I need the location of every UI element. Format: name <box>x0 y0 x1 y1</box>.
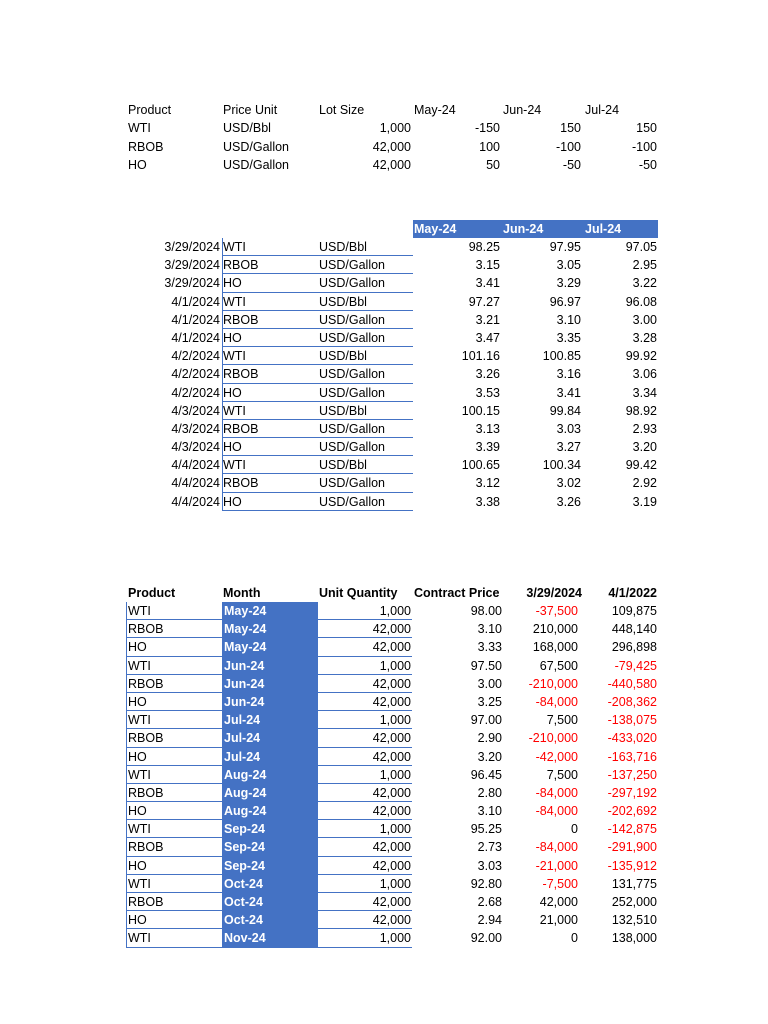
pnl-cell: -84,000 <box>535 785 578 800</box>
pnl-cell: Jul-24 <box>224 749 261 764</box>
pnl-cell: -135,912 <box>607 858 657 873</box>
prices-cell: 2.95 <box>632 258 657 273</box>
prices-cell: 3.22 <box>632 276 657 291</box>
prices-cell: RBOB <box>223 258 259 273</box>
pnl-cell: WTI <box>128 767 151 782</box>
prices-cell: 4/2/2024 <box>171 385 220 400</box>
prices-cell: 3.47 <box>475 330 500 345</box>
positions-header-cell: Product <box>128 103 172 117</box>
pnl-cell: 97.50 <box>470 658 502 673</box>
prices-cell: USD/Gallon <box>319 421 385 436</box>
pnl-row <box>0 838 768 856</box>
pnl-cell: 3.00 <box>477 676 502 691</box>
pnl-row <box>0 820 768 838</box>
pnl-row <box>0 748 768 766</box>
prices-cell: USD/Gallon <box>319 258 385 273</box>
prices-cell: 3.20 <box>632 440 657 455</box>
positions-cell: -100 <box>631 139 657 154</box>
pnl-cell: Jul-24 <box>224 731 261 746</box>
prices-cell: 3.29 <box>556 276 581 291</box>
pnl-cell: Aug-24 <box>224 767 267 782</box>
prices-cell: 4/4/2024 <box>171 458 220 473</box>
prices-row <box>0 238 768 256</box>
pnl-table <box>0 584 768 948</box>
prices-cell: 96.97 <box>549 294 581 309</box>
prices-cell: 3.06 <box>632 367 657 382</box>
prices-cell: 97.27 <box>468 294 500 309</box>
positions-cell: USD/Gallon <box>223 157 289 172</box>
prices-cell: 3.00 <box>632 312 657 327</box>
prices-cell: HO <box>223 494 242 509</box>
positions-cell: 150 <box>636 121 657 136</box>
pnl-row-left-border <box>126 602 127 620</box>
pnl-cell: WTI <box>128 931 151 946</box>
prices-cell: 3.38 <box>475 494 500 509</box>
pnl-header-cell: Contract Price <box>414 586 500 600</box>
pnl-cell: Aug-24 <box>224 785 267 800</box>
pnl-cell: HO <box>128 749 147 764</box>
pnl-cell: -142,875 <box>607 822 657 837</box>
positions-row <box>0 138 768 156</box>
prices-header-cell: May-24 <box>414 222 457 236</box>
pnl-cell: -84,000 <box>535 804 578 819</box>
prices-cell: 3.21 <box>475 312 500 327</box>
pnl-cell: HO <box>128 913 147 928</box>
pnl-cell: Sep-24 <box>224 840 265 855</box>
prices-cell: 96.08 <box>625 294 657 309</box>
pnl-cell: 96.45 <box>470 767 502 782</box>
prices-cell: 3.12 <box>475 476 500 491</box>
pnl-row-left-border <box>126 711 127 729</box>
prices-cell: 4/4/2024 <box>171 494 220 509</box>
pnl-cell: 2.68 <box>477 895 502 909</box>
prices-cell: 3.26 <box>556 494 581 509</box>
pnl-cell: -440,580 <box>607 676 657 691</box>
prices-cell: 99.42 <box>625 458 657 473</box>
pnl-cell: -163,716 <box>607 749 657 764</box>
pnl-cell: 1,000 <box>379 822 411 837</box>
pnl-cell: 132,510 <box>611 913 657 928</box>
pnl-cell: -291,900 <box>607 840 657 855</box>
pnl-header-cell: 4/1/2022 <box>608 586 657 600</box>
positions-header-cell: May-24 <box>414 103 456 117</box>
pnl-row-left-border <box>126 729 127 747</box>
pnl-cell: 448,140 <box>611 622 657 637</box>
pnl-cell: 3.10 <box>477 804 502 819</box>
prices-cell: RBOB <box>223 367 259 382</box>
prices-cell: 3.39 <box>475 440 500 455</box>
pnl-cell: 3.10 <box>477 622 502 637</box>
pnl-row <box>0 657 768 675</box>
pnl-row-left-border <box>126 802 127 820</box>
prices-header-row <box>0 220 768 238</box>
prices-cell: USD/Gallon <box>319 440 385 455</box>
pnl-cell: 3.33 <box>477 640 502 655</box>
prices-cell: USD/Gallon <box>319 476 385 491</box>
pnl-cell: 1,000 <box>379 658 411 673</box>
positions-header-row <box>0 101 768 119</box>
pnl-cell: HO <box>128 640 147 655</box>
pnl-row-left-border <box>126 638 127 656</box>
pnl-cell: -433,020 <box>607 731 657 746</box>
positions-cell: HO <box>128 157 147 172</box>
pnl-cell: Jul-24 <box>224 713 261 728</box>
pnl-cell: 210,000 <box>532 622 578 637</box>
pnl-cell: -84,000 <box>535 694 578 709</box>
prices-cell: 3.10 <box>556 312 581 327</box>
prices-cell: HO <box>223 385 242 400</box>
prices-cell: WTI <box>223 349 246 364</box>
pnl-row <box>0 893 768 911</box>
prices-cell: 3/29/2024 <box>164 258 220 273</box>
pnl-cell: Jun-24 <box>224 694 265 709</box>
pnl-cell: 92.00 <box>470 931 502 946</box>
pnl-cell: 168,000 <box>532 640 578 655</box>
pnl-cell: 2.90 <box>477 731 502 746</box>
pnl-cell: 3.20 <box>477 749 502 764</box>
positions-cell: 100 <box>479 139 500 154</box>
prices-cell: 98.92 <box>625 403 657 418</box>
positions-header-cell: Jul-24 <box>585 103 620 117</box>
prices-cell: 2.92 <box>632 476 657 491</box>
prices-cell: USD/Gallon <box>319 367 385 382</box>
pnl-row-left-border <box>126 929 127 947</box>
pnl-cell: 2.94 <box>477 913 502 928</box>
pnl-cell: Jun-24 <box>224 676 265 691</box>
pnl-cell: Sep-24 <box>224 822 265 837</box>
positions-row <box>0 119 768 137</box>
prices-cell: 99.92 <box>625 349 657 364</box>
prices-header-cell: Jun-24 <box>503 222 544 236</box>
prices-cell: USD/Gallon <box>319 312 385 327</box>
prices-cell: HO <box>223 440 242 455</box>
prices-row <box>0 365 768 383</box>
pnl-cell: Sep-24 <box>224 858 265 873</box>
pnl-header-cell: 3/29/2024 <box>526 586 582 600</box>
prices-cell: USD/Gallon <box>319 276 385 291</box>
pnl-cell: -202,692 <box>607 804 657 819</box>
positions-header-cell: Jun-24 <box>503 103 542 117</box>
pnl-cell: WTI <box>128 822 151 837</box>
prices-cell: WTI <box>223 240 246 254</box>
prices-cell: 4/2/2024 <box>171 367 220 382</box>
prices-cell: USD/Gallon <box>319 385 385 400</box>
pnl-cell: 138,000 <box>611 931 657 946</box>
pnl-row <box>0 857 768 875</box>
prices-cell: USD/Bbl <box>319 294 367 309</box>
pnl-cell: 42,000 <box>372 895 411 909</box>
pnl-cell: -208,362 <box>607 694 657 709</box>
prices-row <box>0 402 768 420</box>
prices-row <box>0 474 768 492</box>
pnl-cell: HO <box>128 804 147 819</box>
prices-cell: 4/4/2024 <box>171 476 220 491</box>
pnl-row <box>0 693 768 711</box>
positions-table <box>0 101 768 174</box>
pnl-row-left-border <box>126 620 127 638</box>
pnl-cell: 42,000 <box>372 622 411 637</box>
pnl-cell: May-24 <box>224 604 267 618</box>
positions-cell: WTI <box>128 121 151 136</box>
prices-cell: WTI <box>223 294 246 309</box>
prices-header-cell: Jul-24 <box>585 222 622 236</box>
prices-cell: 3.05 <box>556 258 581 273</box>
pnl-row <box>0 766 768 784</box>
pnl-cell: -7,500 <box>542 876 578 891</box>
pnl-row <box>0 602 768 620</box>
pnl-row <box>0 711 768 729</box>
pnl-row-left-border <box>126 766 127 784</box>
prices-cell: 100.85 <box>542 349 581 364</box>
pnl-cell: 42,000 <box>372 804 411 819</box>
pnl-cell: 92.80 <box>470 876 502 891</box>
prices-cell: RBOB <box>223 312 259 327</box>
prices-cell: 4/1/2024 <box>171 330 220 345</box>
prices-cell: 4/3/2024 <box>171 440 220 455</box>
prices-cell: 3.35 <box>556 330 581 345</box>
pnl-cell: RBOB <box>128 731 164 746</box>
prices-row <box>0 329 768 347</box>
pnl-cell: 95.25 <box>470 822 502 837</box>
prices-cell: 3.41 <box>475 276 500 291</box>
pnl-row-left-border <box>126 857 127 875</box>
positions-cell: USD/Gallon <box>223 139 289 154</box>
prices-cell: 4/2/2024 <box>171 349 220 364</box>
pnl-cell: -84,000 <box>535 840 578 855</box>
pnl-cell: May-24 <box>224 640 267 655</box>
prices-row <box>0 256 768 274</box>
pnl-cell: 42,000 <box>372 785 411 800</box>
pnl-cell: 131,775 <box>611 876 657 891</box>
pnl-row <box>0 675 768 693</box>
pnl-row-left-border <box>126 693 127 711</box>
prices-cell: 3.28 <box>632 330 657 345</box>
pnl-row <box>0 784 768 802</box>
prices-cell: 97.05 <box>625 240 657 254</box>
pnl-cell: 0 <box>571 822 578 837</box>
pnl-cell: 3.25 <box>477 694 502 709</box>
prices-cell: RBOB <box>223 476 259 491</box>
prices-row <box>0 347 768 365</box>
prices-cell: 3.15 <box>475 258 500 273</box>
pnl-cell: RBOB <box>128 622 164 637</box>
prices-row <box>0 311 768 329</box>
prices-cell: 101.16 <box>461 349 500 364</box>
pnl-cell: -79,425 <box>614 658 657 673</box>
pnl-cell: -37,500 <box>535 604 578 618</box>
prices-row <box>0 384 768 402</box>
prices-cell: WTI <box>223 458 246 473</box>
pnl-cell: Oct-24 <box>224 895 263 909</box>
pnl-cell: Oct-24 <box>224 876 263 891</box>
pnl-cell: -297,192 <box>607 785 657 800</box>
prices-cell: 3.13 <box>475 421 500 436</box>
pnl-cell: RBOB <box>128 895 164 909</box>
pnl-cell: -137,250 <box>607 767 657 782</box>
prices-cell: RBOB <box>223 421 259 436</box>
pnl-row <box>0 802 768 820</box>
pnl-cell: Nov-24 <box>224 931 266 946</box>
pnl-cell: 42,000 <box>372 749 411 764</box>
prices-cell: 3.19 <box>632 494 657 509</box>
prices-cell: 3/29/2024 <box>164 276 220 291</box>
pnl-cell: 7,500 <box>546 767 578 782</box>
positions-cell: -50 <box>638 157 657 172</box>
prices-cell: USD/Bbl <box>319 458 367 473</box>
prices-cell: 3.34 <box>632 385 657 400</box>
pnl-row-left-border <box>126 893 127 911</box>
pnl-cell: 42,000 <box>372 694 411 709</box>
prices-cell: USD/Bbl <box>319 403 367 418</box>
positions-cell: 1,000 <box>379 121 411 136</box>
pnl-cell: 67,500 <box>539 658 578 673</box>
pnl-row-left-border <box>126 820 127 838</box>
pnl-cell: WTI <box>128 658 151 673</box>
prices-cell: 100.34 <box>542 458 581 473</box>
pnl-cell: WTI <box>128 713 151 728</box>
pnl-cell: RBOB <box>128 840 164 855</box>
positions-cell: -50 <box>562 157 581 172</box>
pnl-cell: 0 <box>571 931 578 946</box>
pnl-row-left-border <box>126 838 127 856</box>
pnl-cell: 296,898 <box>611 640 657 655</box>
prices-cell: 4/3/2024 <box>171 403 220 418</box>
pnl-row-left-border <box>126 784 127 802</box>
pnl-header-cell: Unit Quantity <box>319 586 398 600</box>
pnl-cell: HO <box>128 858 147 873</box>
prices-cell: 4/1/2024 <box>171 294 220 309</box>
prices-row <box>0 274 768 292</box>
pnl-cell: 1,000 <box>379 713 411 728</box>
prices-cell: HO <box>223 276 242 291</box>
pnl-cell: WTI <box>128 876 151 891</box>
pnl-header-cell: Product <box>128 586 176 600</box>
positions-cell: -150 <box>474 121 500 136</box>
pnl-cell: 42,000 <box>372 913 411 928</box>
pnl-row-left-border <box>126 911 127 929</box>
pnl-cell: -210,000 <box>528 676 578 691</box>
pnl-row <box>0 875 768 893</box>
pnl-cell: 1,000 <box>379 767 411 782</box>
prices-table <box>0 220 768 511</box>
pnl-cell: RBOB <box>128 676 164 691</box>
pnl-row-left-border <box>126 675 127 693</box>
pnl-cell: 42,000 <box>539 895 578 909</box>
pnl-cell: RBOB <box>128 785 164 800</box>
prices-cell: 3.16 <box>556 367 581 382</box>
prices-cell: 3.03 <box>556 421 581 436</box>
prices-cell: 100.65 <box>461 458 500 473</box>
positions-header-cell: Price Unit <box>223 103 278 117</box>
prices-cell: 98.25 <box>468 240 500 254</box>
pnl-cell: 3.03 <box>477 858 502 873</box>
pnl-cell: 42,000 <box>372 858 411 873</box>
positions-header-cell: Lot Size <box>319 103 365 117</box>
pnl-cell: 42,000 <box>372 676 411 691</box>
pnl-row <box>0 638 768 656</box>
positions-cell: 42,000 <box>372 157 411 172</box>
pnl-row <box>0 620 768 638</box>
positions-cell: RBOB <box>128 139 164 154</box>
prices-cell: USD/Gallon <box>319 494 385 509</box>
prices-cell: 97.95 <box>549 240 581 254</box>
prices-cell: USD/Bbl <box>319 240 367 254</box>
pnl-cell: HO <box>128 694 147 709</box>
pnl-cell: 42,000 <box>372 840 411 855</box>
prices-row <box>0 438 768 456</box>
prices-row <box>0 293 768 311</box>
pnl-row <box>0 911 768 929</box>
prices-row <box>0 456 768 474</box>
prices-cell: WTI <box>223 403 246 418</box>
prices-cell: 3/29/2024 <box>164 240 220 254</box>
prices-cell: 99.84 <box>549 403 581 418</box>
pnl-cell: 252,000 <box>611 895 657 909</box>
pnl-cell: 1,000 <box>379 931 411 946</box>
pnl-cell: 1,000 <box>379 876 411 891</box>
positions-cell: -100 <box>555 139 581 154</box>
pnl-cell: -42,000 <box>535 749 578 764</box>
pnl-row-left-border <box>126 875 127 893</box>
prices-cell: 2.93 <box>632 421 657 436</box>
positions-cell: 50 <box>486 157 500 172</box>
pnl-header-cell: Month <box>223 586 261 600</box>
prices-cell: 4/1/2024 <box>171 312 220 327</box>
pnl-header-row <box>0 584 768 602</box>
positions-row <box>0 156 768 174</box>
pnl-cell: 2.73 <box>477 840 502 855</box>
pnl-cell: May-24 <box>224 622 267 637</box>
pnl-cell: -210,000 <box>528 731 578 746</box>
positions-cell: 150 <box>560 121 581 136</box>
prices-cell: 3.53 <box>475 385 500 400</box>
positions-cell: 42,000 <box>372 139 411 154</box>
prices-cell: USD/Bbl <box>319 349 367 364</box>
pnl-row-left-border <box>126 657 127 675</box>
prices-cell: HO <box>223 330 242 345</box>
prices-row <box>0 420 768 438</box>
prices-cell: 3.26 <box>475 367 500 382</box>
pnl-cell: 42,000 <box>372 640 411 655</box>
pnl-cell: 98.00 <box>470 604 502 618</box>
pnl-cell: 109,875 <box>611 604 657 618</box>
prices-cell: 100.15 <box>461 403 500 418</box>
prices-cell: 4/3/2024 <box>171 421 220 436</box>
pnl-row <box>0 729 768 747</box>
pnl-row-left-border <box>126 748 127 766</box>
pnl-cell: Oct-24 <box>224 913 263 928</box>
pnl-cell: WTI <box>128 604 151 618</box>
pnl-cell: -138,075 <box>607 713 657 728</box>
positions-cell: USD/Bbl <box>223 121 271 136</box>
pnl-row <box>0 929 768 947</box>
pnl-cell: 2.80 <box>477 785 502 800</box>
pnl-cell: Aug-24 <box>224 804 267 819</box>
pnl-cell: 97.00 <box>470 713 502 728</box>
prices-cell: USD/Gallon <box>319 330 385 345</box>
pnl-cell: 7,500 <box>546 713 578 728</box>
pnl-cell: 1,000 <box>379 604 411 618</box>
prices-cell: 3.02 <box>556 476 581 491</box>
prices-row <box>0 493 768 511</box>
pnl-cell: -21,000 <box>535 858 578 873</box>
pnl-cell: 42,000 <box>372 731 411 746</box>
pnl-cell: Jun-24 <box>224 658 265 673</box>
pnl-cell: 21,000 <box>539 913 578 928</box>
prices-cell: 3.27 <box>556 440 581 455</box>
prices-cell: 3.41 <box>556 385 581 400</box>
